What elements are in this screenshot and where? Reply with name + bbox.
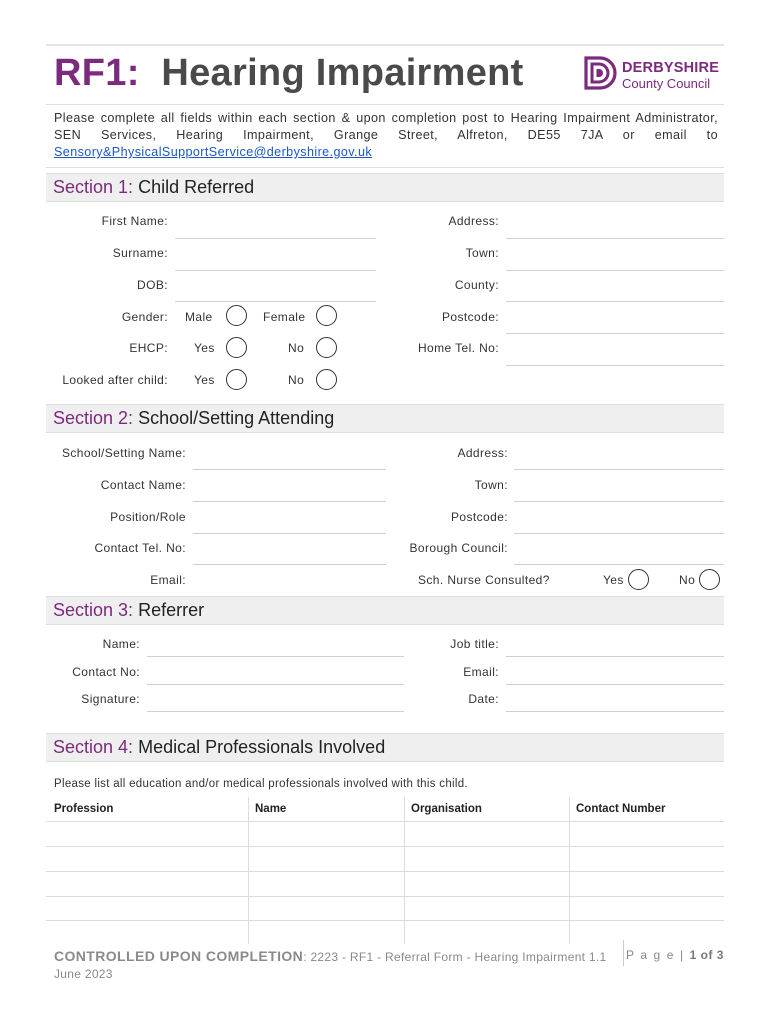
referrer-contact-label: Contact No: <box>72 665 140 679</box>
contact-tel-field[interactable] <box>193 564 386 565</box>
contact-name-label: Contact Name: <box>100 478 186 492</box>
section-title <box>53 177 254 198</box>
controlled-label: CONTROLLED UPON COMPLETION <box>54 948 304 964</box>
intro-body: Please complete all fields within each section & upon completion post to Hearing Impairment Administrator, SEN Services, Hearing Impairment, Grange Street, Alfreton, DE55 7JA or email to <box>54 111 718 142</box>
male-radio[interactable] <box>226 305 247 326</box>
col-header-name: Name <box>255 803 287 815</box>
school-postcode-label: Postcode: <box>451 510 508 524</box>
section-3-header <box>46 596 724 625</box>
looked-after-no-label: No <box>288 373 305 387</box>
nurse-no-radio[interactable] <box>699 569 720 590</box>
nurse-no-label: No <box>679 573 696 587</box>
section-title <box>53 737 385 758</box>
section-name: Referrer <box>138 600 205 620</box>
school-address-label: Address: <box>457 446 508 460</box>
first-name-label: First Name: <box>101 214 168 228</box>
table-row[interactable] <box>46 846 724 847</box>
ehcp-yes-label: Yes <box>194 341 215 355</box>
surname-field[interactable] <box>175 270 376 271</box>
derbyshire-logo <box>584 54 724 94</box>
referrer-name-field[interactable] <box>147 656 404 657</box>
school-town-field[interactable] <box>514 501 724 502</box>
top-rule <box>46 44 724 46</box>
section-name: School/Setting Attending <box>138 408 335 428</box>
contact-tel-label: Contact Tel. No: <box>94 541 186 555</box>
address-label: Address: <box>448 214 499 228</box>
section-number: Section 4: <box>53 737 134 757</box>
section-1-header <box>46 173 724 202</box>
referrer-name-label: Name: <box>102 637 140 651</box>
col-header-organisation: Organisation <box>411 803 482 815</box>
ehcp-label: EHCP: <box>129 341 168 355</box>
looked-after-yes-label: Yes <box>194 373 215 387</box>
nurse-label: Sch. Nurse Consulted? <box>418 573 550 587</box>
section-2-header <box>46 404 724 433</box>
table-row[interactable] <box>46 896 724 897</box>
school-name-label: School/Setting Name: <box>61 446 186 460</box>
intro-text <box>54 110 718 161</box>
nurse-yes-label: Yes <box>603 573 624 587</box>
ehcp-no-radio[interactable] <box>316 337 337 358</box>
section-number: Section 1: <box>53 177 134 197</box>
school-town-label: Town: <box>474 478 508 492</box>
section-title <box>53 600 204 621</box>
date-field[interactable] <box>506 711 724 712</box>
town-field[interactable] <box>506 270 724 271</box>
form-code: RF1: <box>54 52 140 94</box>
postcode-field[interactable] <box>506 333 724 334</box>
looked-after-label: Looked after child: <box>62 373 168 387</box>
doc-reference: : 2223 - RF1 - Referral Form - Hearing Impairment 1.1 <box>303 950 607 964</box>
section-title <box>53 408 334 429</box>
divider <box>46 104 724 105</box>
borough-label: Borough Council: <box>409 541 508 555</box>
signature-field[interactable] <box>147 711 404 712</box>
date-label: Date: <box>468 692 499 706</box>
divider <box>46 167 724 168</box>
section-number: Section 2: <box>53 408 134 428</box>
position-field[interactable] <box>193 533 386 534</box>
table-row[interactable] <box>46 871 724 872</box>
ehcp-yes-radio[interactable] <box>226 337 247 358</box>
col-header-profession: Profession <box>54 803 114 815</box>
male-label: Male <box>185 310 213 324</box>
school-postcode-field[interactable] <box>514 533 724 534</box>
address-field[interactable] <box>506 238 724 239</box>
doc-date: June 2023 <box>54 967 113 981</box>
table-row[interactable] <box>46 920 724 921</box>
looked-after-yes-radio[interactable] <box>226 369 247 390</box>
school-name-field[interactable] <box>193 469 386 470</box>
female-radio[interactable] <box>316 305 337 326</box>
home-tel-label: Home Tel. No: <box>417 341 499 355</box>
job-title-label: Job title: <box>450 637 499 651</box>
dob-field[interactable] <box>175 301 376 302</box>
section-number: Section 3: <box>53 600 134 620</box>
home-tel-field[interactable] <box>506 365 724 366</box>
page-count: 1 of 3 <box>689 948 724 962</box>
council-logo-icon <box>584 55 620 91</box>
page-title <box>54 52 524 95</box>
looked-after-no-radio[interactable] <box>316 369 337 390</box>
postcode-label: Postcode: <box>442 310 499 324</box>
logo-line-1: DERBYSHIRE <box>622 60 720 76</box>
town-label: Town: <box>465 246 499 260</box>
county-field[interactable] <box>506 301 724 302</box>
ehcp-no-label: No <box>288 341 305 355</box>
school-email-label: Email: <box>150 573 186 587</box>
contact-name-field[interactable] <box>193 501 386 502</box>
page-label: P a g e | <box>626 948 685 962</box>
referrer-email-field[interactable] <box>506 684 724 685</box>
footer-doc-info <box>54 948 607 983</box>
section-name: Child Referred <box>138 177 255 197</box>
first-name-field[interactable] <box>175 238 376 239</box>
referrer-contact-field[interactable] <box>147 684 404 685</box>
referrer-email-label: Email: <box>463 665 499 679</box>
footer-divider <box>623 940 624 966</box>
table-row[interactable] <box>46 821 724 822</box>
surname-label: Surname: <box>112 246 168 260</box>
female-label: Female <box>263 310 306 324</box>
school-address-field[interactable] <box>514 469 724 470</box>
job-title-field[interactable] <box>506 656 724 657</box>
section-4-header <box>46 733 724 762</box>
email-link[interactable]: Sensory&PhysicalSupportService@derbyshire.gov.uk <box>54 145 373 159</box>
dob-label: DOB: <box>137 278 168 292</box>
county-label: County: <box>454 278 499 292</box>
position-label: Position/Role <box>110 510 186 524</box>
gender-label: Gender: <box>121 310 168 324</box>
col-header-contact-number: Contact Number <box>576 803 666 815</box>
logo-line-2: County Council <box>622 76 711 91</box>
nurse-yes-radio[interactable] <box>628 569 649 590</box>
signature-label: Signature: <box>81 692 140 706</box>
page-number <box>626 948 724 962</box>
borough-field[interactable] <box>514 564 724 565</box>
section-name: Medical Professionals Involved <box>138 737 386 757</box>
section-4-instruction: Please list all education and/or medical professionals involved with this child. <box>54 778 468 790</box>
form-title: Hearing Impairment <box>161 52 524 94</box>
